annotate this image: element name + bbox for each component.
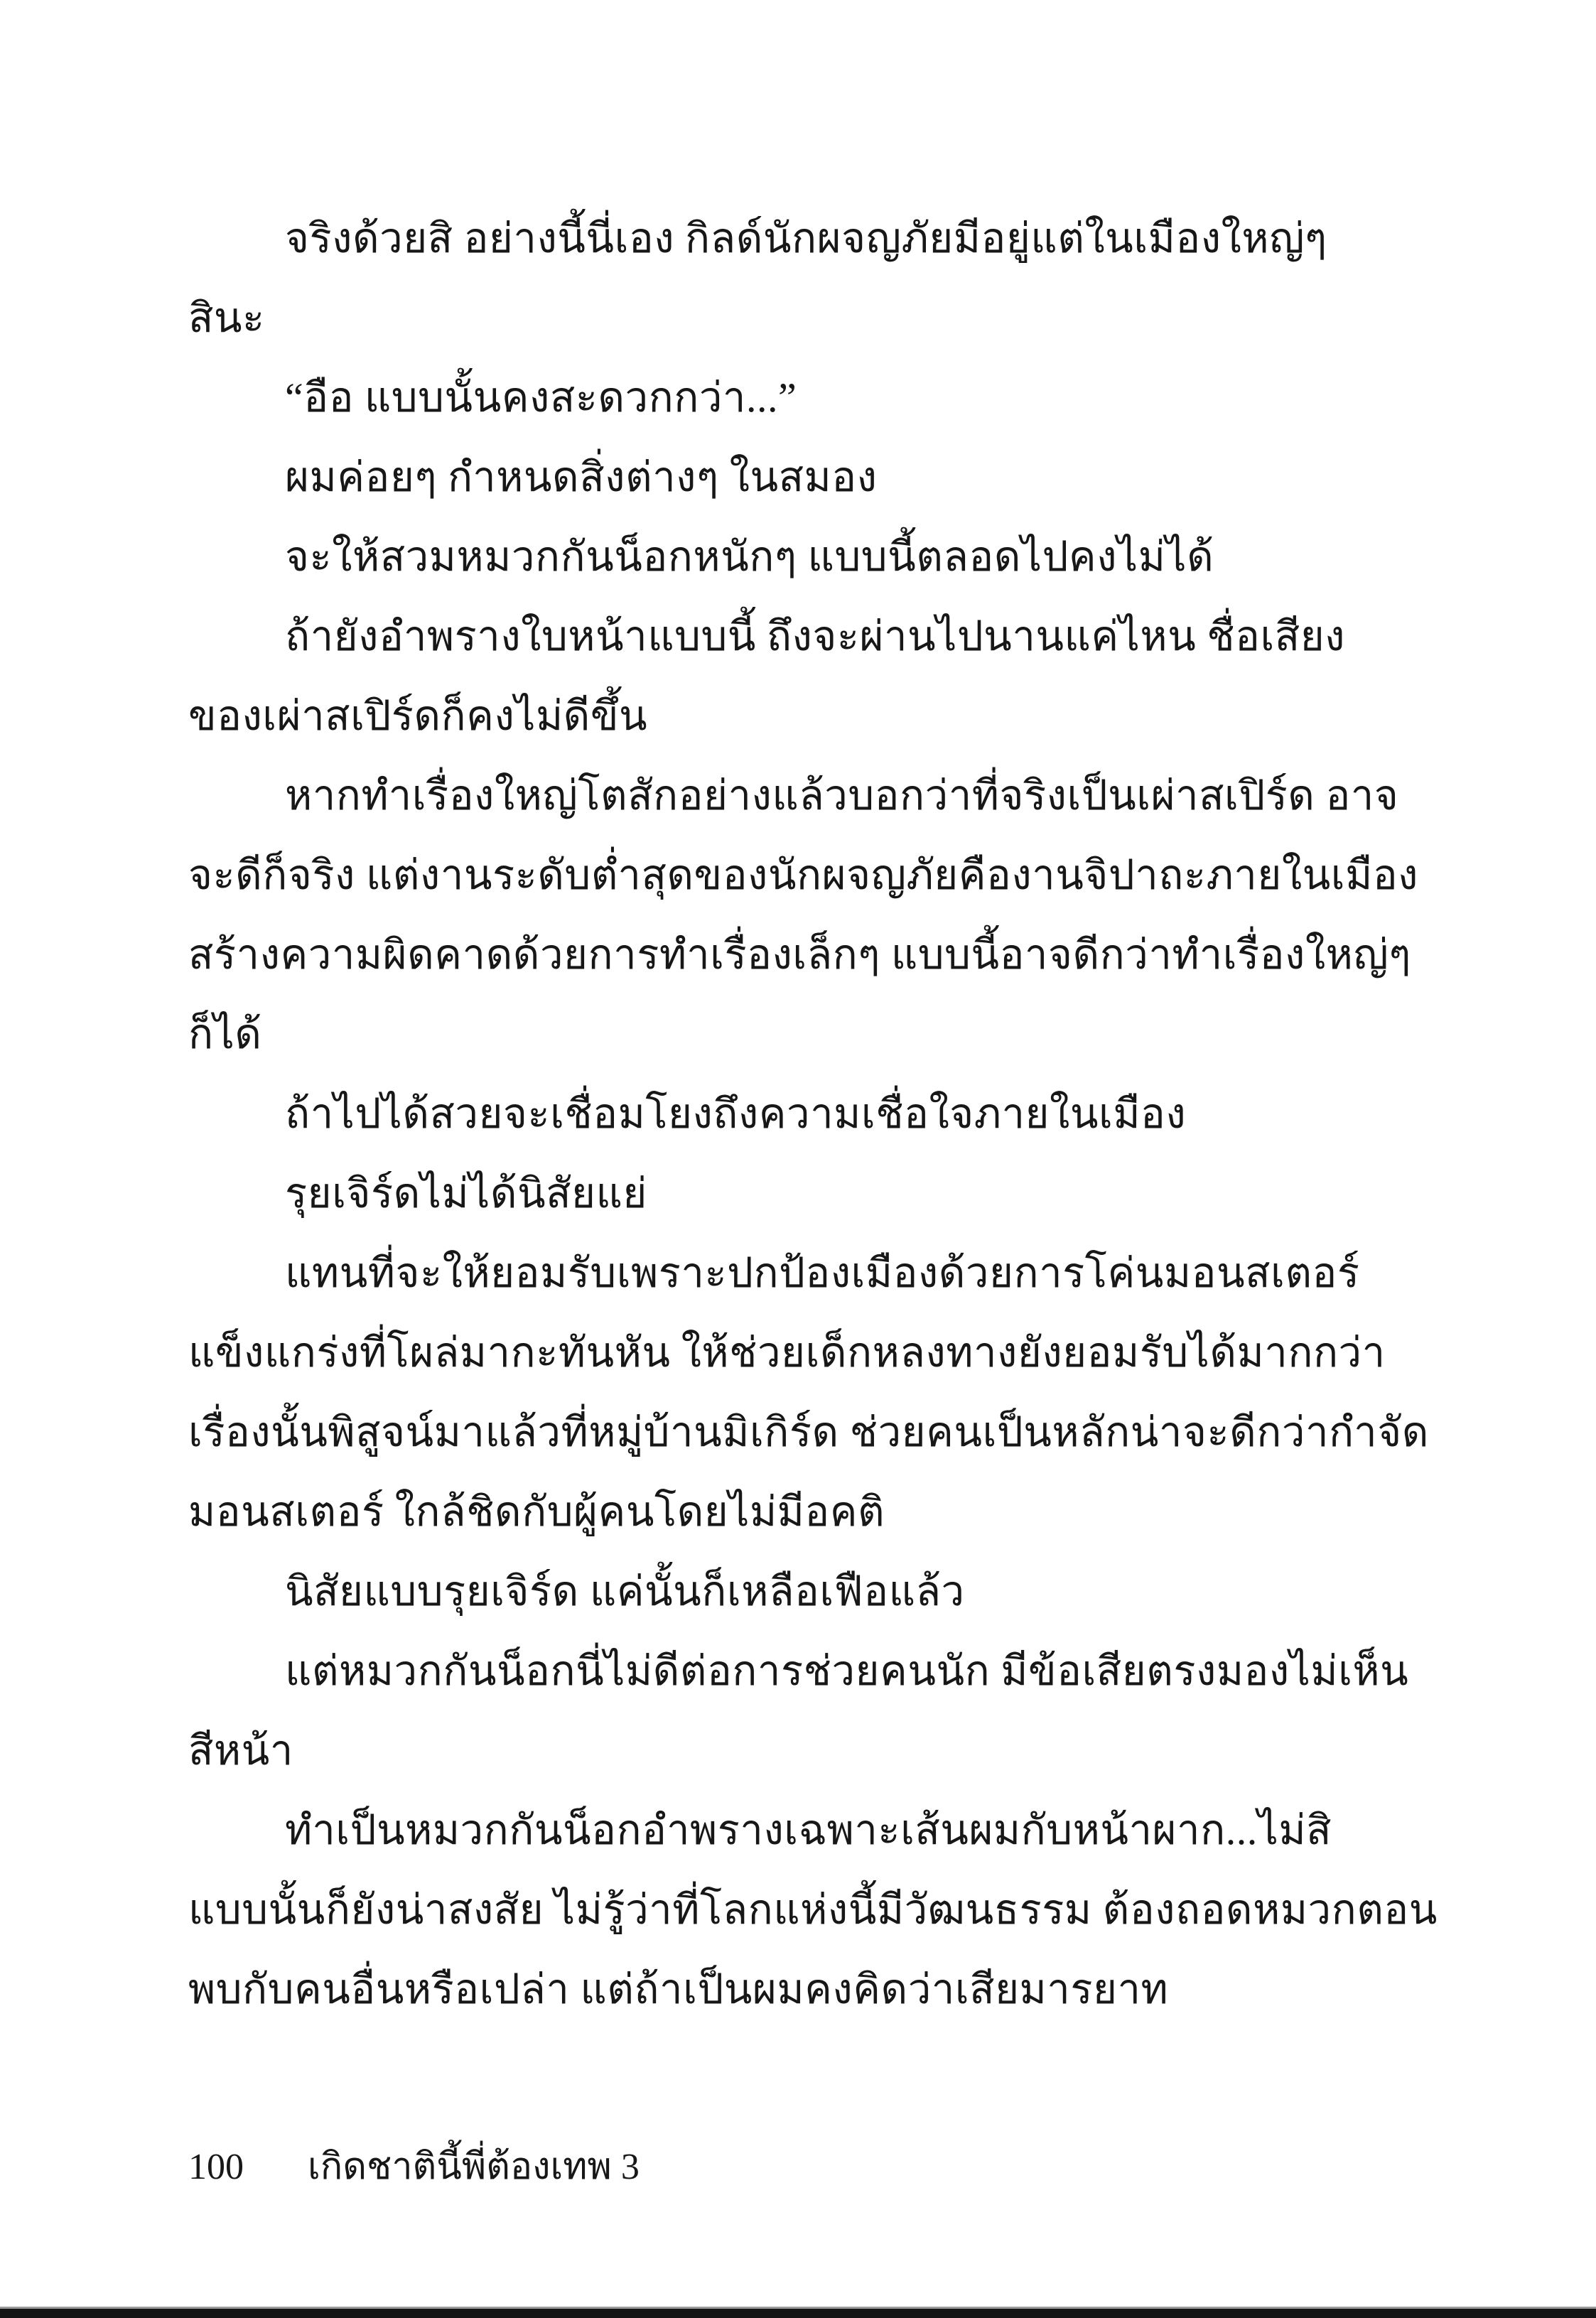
body-text-line: ถ้าไปได้สวยจะเชื่อมโยงถึงความเชื่อใจภายในเมือง xyxy=(285,1091,1187,1137)
body-text-line: แต่หมวกกันน็อกนี่ไม่ดีต่อการช่วยคนนัก มีข้อเสียตรงมองไม่เห็น xyxy=(285,1648,1409,1694)
body-text-line: ก็ได้ xyxy=(188,1011,262,1057)
bottom-window-edge xyxy=(0,2307,1596,2318)
body-text-line: ทำเป็นหมวกกันน็อกอำพรางเฉพาะเส้นผมกับหน้าผาก...ไม่สิ xyxy=(285,1807,1332,1853)
body-text-line: “อือ แบบนั้นคงสะดวกกว่า...” xyxy=(285,374,797,421)
bottom-edge-dark xyxy=(0,2309,1596,2318)
body-text-line: สีหน้า xyxy=(188,1727,293,1774)
body-text-line: นิสัยแบบรุยเจิร์ด แค่นั้นก็เหลือเฟือแล้ว xyxy=(285,1568,965,1614)
body-text-line: รุยเจิร์ดไม่ได้นิสัยแย่ xyxy=(285,1170,647,1217)
body-text-line: จริงด้วยสิ อย่างนี้นี่เอง กิลด์นักผจญภัยมีอยู่แต่ในเมืองใหญ่ๆ xyxy=(285,215,1327,262)
book-title: เกิดชาตินี้พี่ต้องเทพ 3 xyxy=(308,2147,640,2187)
page-footer xyxy=(188,2135,640,2199)
body-text-line: เรื่องนั้นพิสูจน์มาแล้วที่หมู่บ้านมิเกิร์ด ช่วยคนเป็นหลักน่าจะดีกว่ากำจัด xyxy=(188,1409,1429,1455)
page-body-text xyxy=(188,199,1438,2029)
body-text-line: ถ้ายังอำพรางใบหน้าแบบนี้ ถึงจะผ่านไปนานแค่ไหน ชื่อเสียง xyxy=(285,613,1346,659)
body-text-line: สินะ xyxy=(188,295,265,341)
body-text-line: แข็งแกร่งที่โผล่มากะทันหัน ให้ช่วยเด็กหลงทางยังยอมรับได้มากกว่า xyxy=(188,1330,1386,1376)
page-number: 100 xyxy=(188,2147,244,2187)
body-text-line: มอนสเตอร์ ใกล้ชิดกับผู้คนโดยไม่มีอคติ xyxy=(188,1489,885,1535)
body-text-line: แบบนั้นก็ยังน่าสงสัย ไม่รู้ว่าที่โลกแห่งนี้มีวัฒนธรรม ต้องถอดหมวกตอน xyxy=(188,1887,1438,1933)
body-text-line: ผมค่อยๆ กำหนดสิ่งต่างๆ ในสมอง xyxy=(285,454,878,500)
body-text-line: หากทำเรื่องใหญ่โตสักอย่างแล้วบอกว่าที่จริงเป็นเผ่าสเปิร์ด อาจ xyxy=(285,772,1399,819)
body-text-line: พบกับคนอื่นหรือเปล่า แต่ถ้าเป็นผมคงคิดว่าเสียมารยาท xyxy=(188,1966,1169,2012)
body-text-line: จะดีก็จริง แต่งานระดับต่ำสุดของนักผจญภัยคืองานจิปาถะภายในเมือง xyxy=(188,852,1418,898)
body-text-line: แทนที่จะให้ยอมรับเพราะปกป้องเมืองด้วยการโค่นมอนสเตอร์ xyxy=(285,1250,1360,1296)
body-text-line: ของเผ่าสเปิร์ดก็คงไม่ดีขึ้น xyxy=(188,693,648,739)
body-text-line: จะให้สวมหมวกกันน็อกหนักๆ แบบนี้ตลอดไปคงไม่ได้ xyxy=(285,534,1214,580)
body-text-line: สร้างความผิดคาดด้วยการทำเรื่องเล็กๆ แบบนี้อาจดีกว่าทำเรื่องใหญ่ๆ xyxy=(188,932,1411,978)
